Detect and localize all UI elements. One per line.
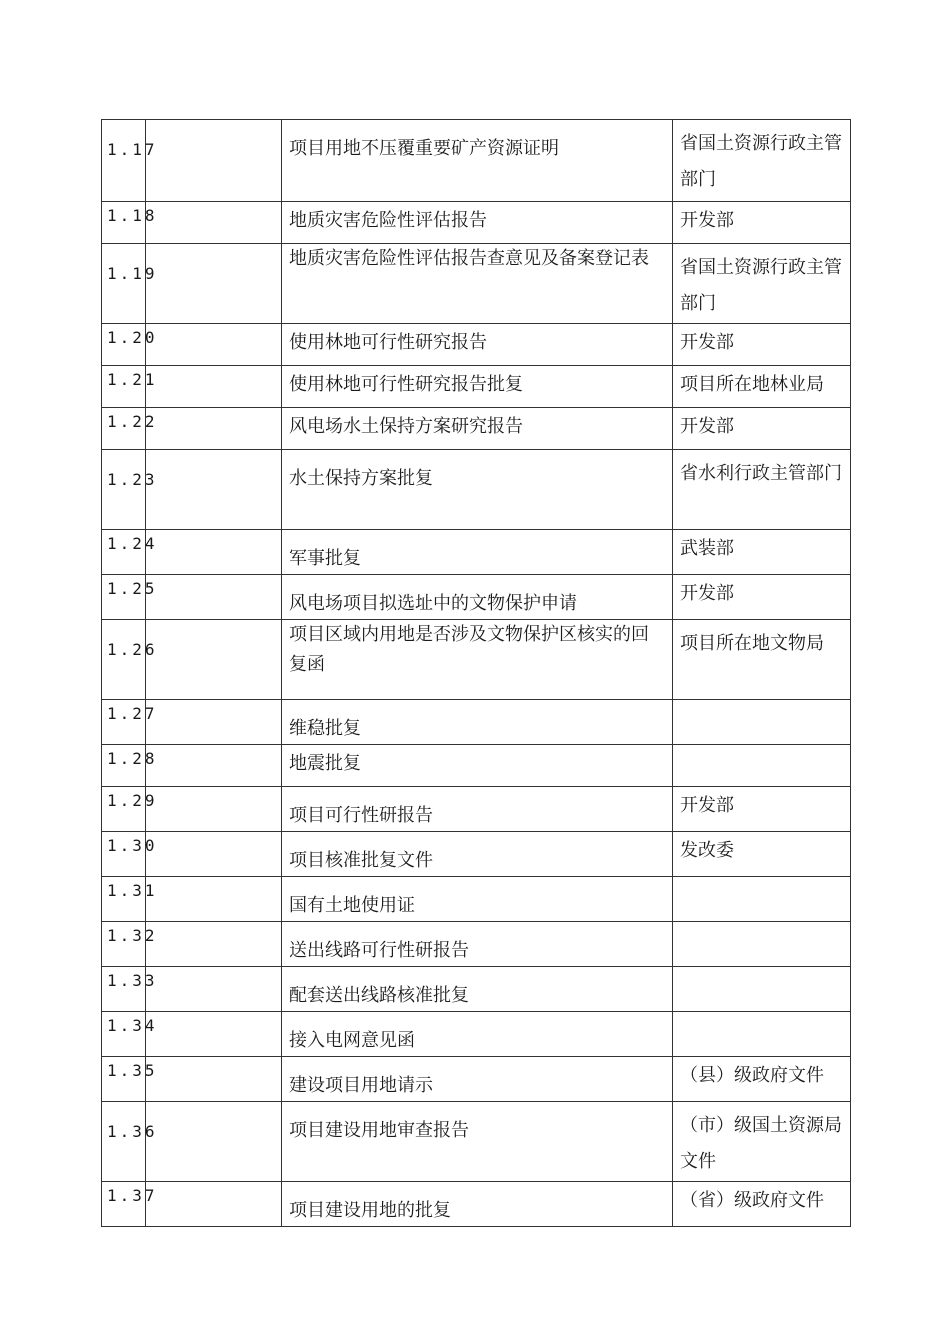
item-number: 1.20	[107, 328, 158, 347]
blank-cell	[146, 530, 282, 575]
table-body	[102, 120, 851, 1227]
item-number: 1.31	[107, 881, 158, 900]
item-number-cell	[102, 877, 158, 922]
department-cell	[673, 1057, 851, 1102]
blank-cell	[146, 745, 282, 787]
department-cell	[673, 700, 851, 745]
document-name: 地质灾害危险性评估报告	[289, 210, 487, 231]
item-number-cell	[102, 922, 158, 967]
item-number-cell	[102, 202, 158, 244]
document-name: 配套送出线路核准批复	[289, 985, 469, 1006]
blank-cell	[146, 922, 282, 967]
item-number-cell	[102, 700, 158, 745]
item-number: 1.35	[107, 1061, 158, 1080]
table-row	[102, 244, 851, 324]
item-number: 1.33	[107, 971, 158, 990]
blank-cell	[146, 1012, 282, 1057]
document-name: 送出线路可行性研报告	[289, 940, 469, 961]
item-number-cell	[102, 408, 158, 450]
item-number-cell	[102, 366, 158, 408]
blank-cell	[146, 366, 282, 408]
table-row	[102, 922, 851, 967]
table-row	[102, 366, 851, 408]
department: 开发部	[680, 416, 734, 437]
blank-cell	[146, 575, 282, 620]
document-name: 地震批复	[289, 753, 361, 774]
table-row	[102, 1102, 851, 1182]
item-number-cell	[102, 120, 158, 202]
department: 武装部	[680, 538, 734, 559]
table-row	[102, 530, 851, 575]
blank-cell	[146, 967, 282, 1012]
department	[673, 967, 850, 971]
department-cell	[673, 530, 851, 575]
department: 省国土资源行政主管部门	[680, 257, 842, 314]
item-number: 1.30	[107, 836, 158, 855]
document-name-cell	[282, 1102, 673, 1182]
document-name-cell	[282, 922, 673, 967]
document-name-cell	[282, 745, 673, 787]
document-name: 项目用地不压覆重要矿产资源证明	[289, 138, 559, 159]
table-row	[102, 324, 851, 366]
table-row	[102, 832, 851, 877]
document-name-cell	[282, 120, 673, 202]
department	[673, 745, 850, 749]
department-cell	[673, 877, 851, 922]
document-name: 项目建设用地的批复	[289, 1200, 451, 1221]
department-cell	[673, 450, 851, 530]
item-number: 1.28	[107, 749, 158, 768]
blank-cell	[146, 787, 282, 832]
department: 开发部	[680, 210, 734, 231]
document-name: 国有土地使用证	[289, 895, 415, 916]
blank-cell	[146, 1057, 282, 1102]
department	[673, 1012, 850, 1016]
table-row	[102, 620, 851, 700]
item-number-cell	[102, 620, 158, 700]
document-name: 维稳批复	[289, 718, 361, 739]
item-number: 1.24	[107, 534, 158, 553]
table-row	[102, 787, 851, 832]
item-number: 1.17	[107, 140, 158, 159]
department-cell	[673, 244, 851, 324]
department-cell	[673, 787, 851, 832]
document-name-cell	[282, 700, 673, 745]
item-number: 1.22	[107, 412, 158, 431]
document-name: 项目区域内用地是否涉及文物保护区核实的回复函	[289, 624, 649, 675]
table-row	[102, 1012, 851, 1057]
document-name-cell	[282, 787, 673, 832]
department-cell	[673, 922, 851, 967]
item-number: 1.18	[107, 206, 158, 225]
document-name-cell	[282, 244, 673, 324]
blank-cell	[146, 408, 282, 450]
item-number: 1.23	[107, 470, 158, 489]
department: （县）级政府文件	[680, 1065, 824, 1086]
blank-cell	[146, 324, 282, 366]
item-number: 1.25	[107, 579, 158, 598]
table-row	[102, 202, 851, 244]
department-cell	[673, 1102, 851, 1182]
table-row	[102, 877, 851, 922]
item-number-cell	[102, 244, 158, 324]
department-cell	[673, 366, 851, 408]
document-name: 风电场水土保持方案研究报告	[289, 416, 523, 437]
department-cell	[673, 832, 851, 877]
department-cell	[673, 745, 851, 787]
document-name-cell	[282, 1182, 673, 1227]
table-row	[102, 967, 851, 1012]
document-name: 建设项目用地请示	[289, 1075, 433, 1096]
table-row	[102, 700, 851, 745]
document-name: 项目核准批复文件	[289, 850, 433, 871]
document-name-cell	[282, 877, 673, 922]
blank-cell	[146, 700, 282, 745]
department-cell	[673, 1012, 851, 1057]
item-number: 1.29	[107, 791, 158, 810]
document-name: 项目建设用地审查报告	[289, 1120, 469, 1141]
item-number-cell	[102, 832, 158, 877]
document-name: 军事批复	[289, 548, 361, 569]
document-name-cell	[282, 1057, 673, 1102]
item-number: 1.21	[107, 370, 158, 389]
table-row	[102, 1057, 851, 1102]
document-name-cell	[282, 575, 673, 620]
table-row	[102, 745, 851, 787]
document-name: 使用林地可行性研究报告	[289, 332, 487, 353]
document-name-cell	[282, 202, 673, 244]
document-name-cell	[282, 450, 673, 530]
item-number-cell	[102, 967, 158, 1012]
department: 省国土资源行政主管部门	[680, 133, 842, 190]
department-cell	[673, 575, 851, 620]
item-number-cell	[102, 324, 158, 366]
document-name-cell	[282, 530, 673, 575]
item-number: 1.34	[107, 1016, 158, 1035]
department-cell	[673, 324, 851, 366]
department-cell	[673, 408, 851, 450]
item-number-cell	[102, 450, 158, 530]
document-name-cell	[282, 620, 673, 700]
table-row	[102, 408, 851, 450]
item-number-cell	[102, 1012, 158, 1057]
department: 开发部	[680, 583, 734, 604]
table-row	[102, 120, 851, 202]
item-number-cell	[102, 1182, 158, 1227]
department	[673, 700, 850, 704]
department: 省水利行政主管部门	[680, 463, 842, 484]
item-number: 1.26	[107, 640, 158, 659]
department: 开发部	[680, 332, 734, 353]
document-name-cell	[282, 832, 673, 877]
blank-cell	[146, 450, 282, 530]
document-name-cell	[282, 408, 673, 450]
blank-cell	[146, 832, 282, 877]
blank-cell	[146, 202, 282, 244]
item-number-cell	[102, 1057, 158, 1102]
blank-cell	[146, 244, 282, 324]
item-number: 1.19	[107, 264, 158, 283]
item-number: 1.32	[107, 926, 158, 945]
document-name: 项目可行性研报告	[289, 805, 433, 826]
document-name-cell	[282, 324, 673, 366]
item-number: 1.37	[107, 1186, 158, 1205]
department-cell	[673, 120, 851, 202]
document-name: 地质灾害危险性评估报告查意见及备案登记表	[289, 248, 649, 269]
table-row	[102, 1182, 851, 1227]
department	[673, 877, 850, 881]
department: （省）级政府文件	[680, 1190, 824, 1211]
item-number: 1.36	[107, 1122, 158, 1141]
department-cell	[673, 967, 851, 1012]
item-number-cell	[102, 530, 158, 575]
item-number-cell	[102, 575, 158, 620]
document-name-cell	[282, 1012, 673, 1057]
table-row	[102, 450, 851, 530]
blank-cell	[146, 877, 282, 922]
item-number-cell	[102, 1102, 158, 1182]
document-name: 风电场项目拟选址中的文物保护申请	[289, 593, 577, 614]
department-cell	[673, 1182, 851, 1227]
document-name: 使用林地可行性研究报告批复	[289, 374, 523, 395]
item-number-cell	[102, 745, 158, 787]
blank-cell	[146, 1182, 282, 1227]
department: 开发部	[680, 795, 734, 816]
blank-cell	[146, 1102, 282, 1182]
item-number-cell	[102, 787, 158, 832]
document-name-cell	[282, 366, 673, 408]
document-table	[101, 119, 851, 1227]
document-name: 接入电网意见函	[289, 1030, 415, 1051]
item-number: 1.27	[107, 704, 158, 723]
department	[673, 922, 850, 926]
table-row	[102, 575, 851, 620]
department: 项目所在地林业局	[680, 374, 824, 395]
department: 发改委	[680, 840, 734, 861]
blank-cell	[146, 120, 282, 202]
document-name-cell	[282, 967, 673, 1012]
department: （市）级国土资源局文件	[680, 1115, 842, 1172]
blank-cell	[146, 620, 282, 700]
department-cell	[673, 620, 851, 700]
document-name: 水土保持方案批复	[289, 468, 433, 489]
department: 项目所在地文物局	[680, 633, 824, 654]
department-cell	[673, 202, 851, 244]
